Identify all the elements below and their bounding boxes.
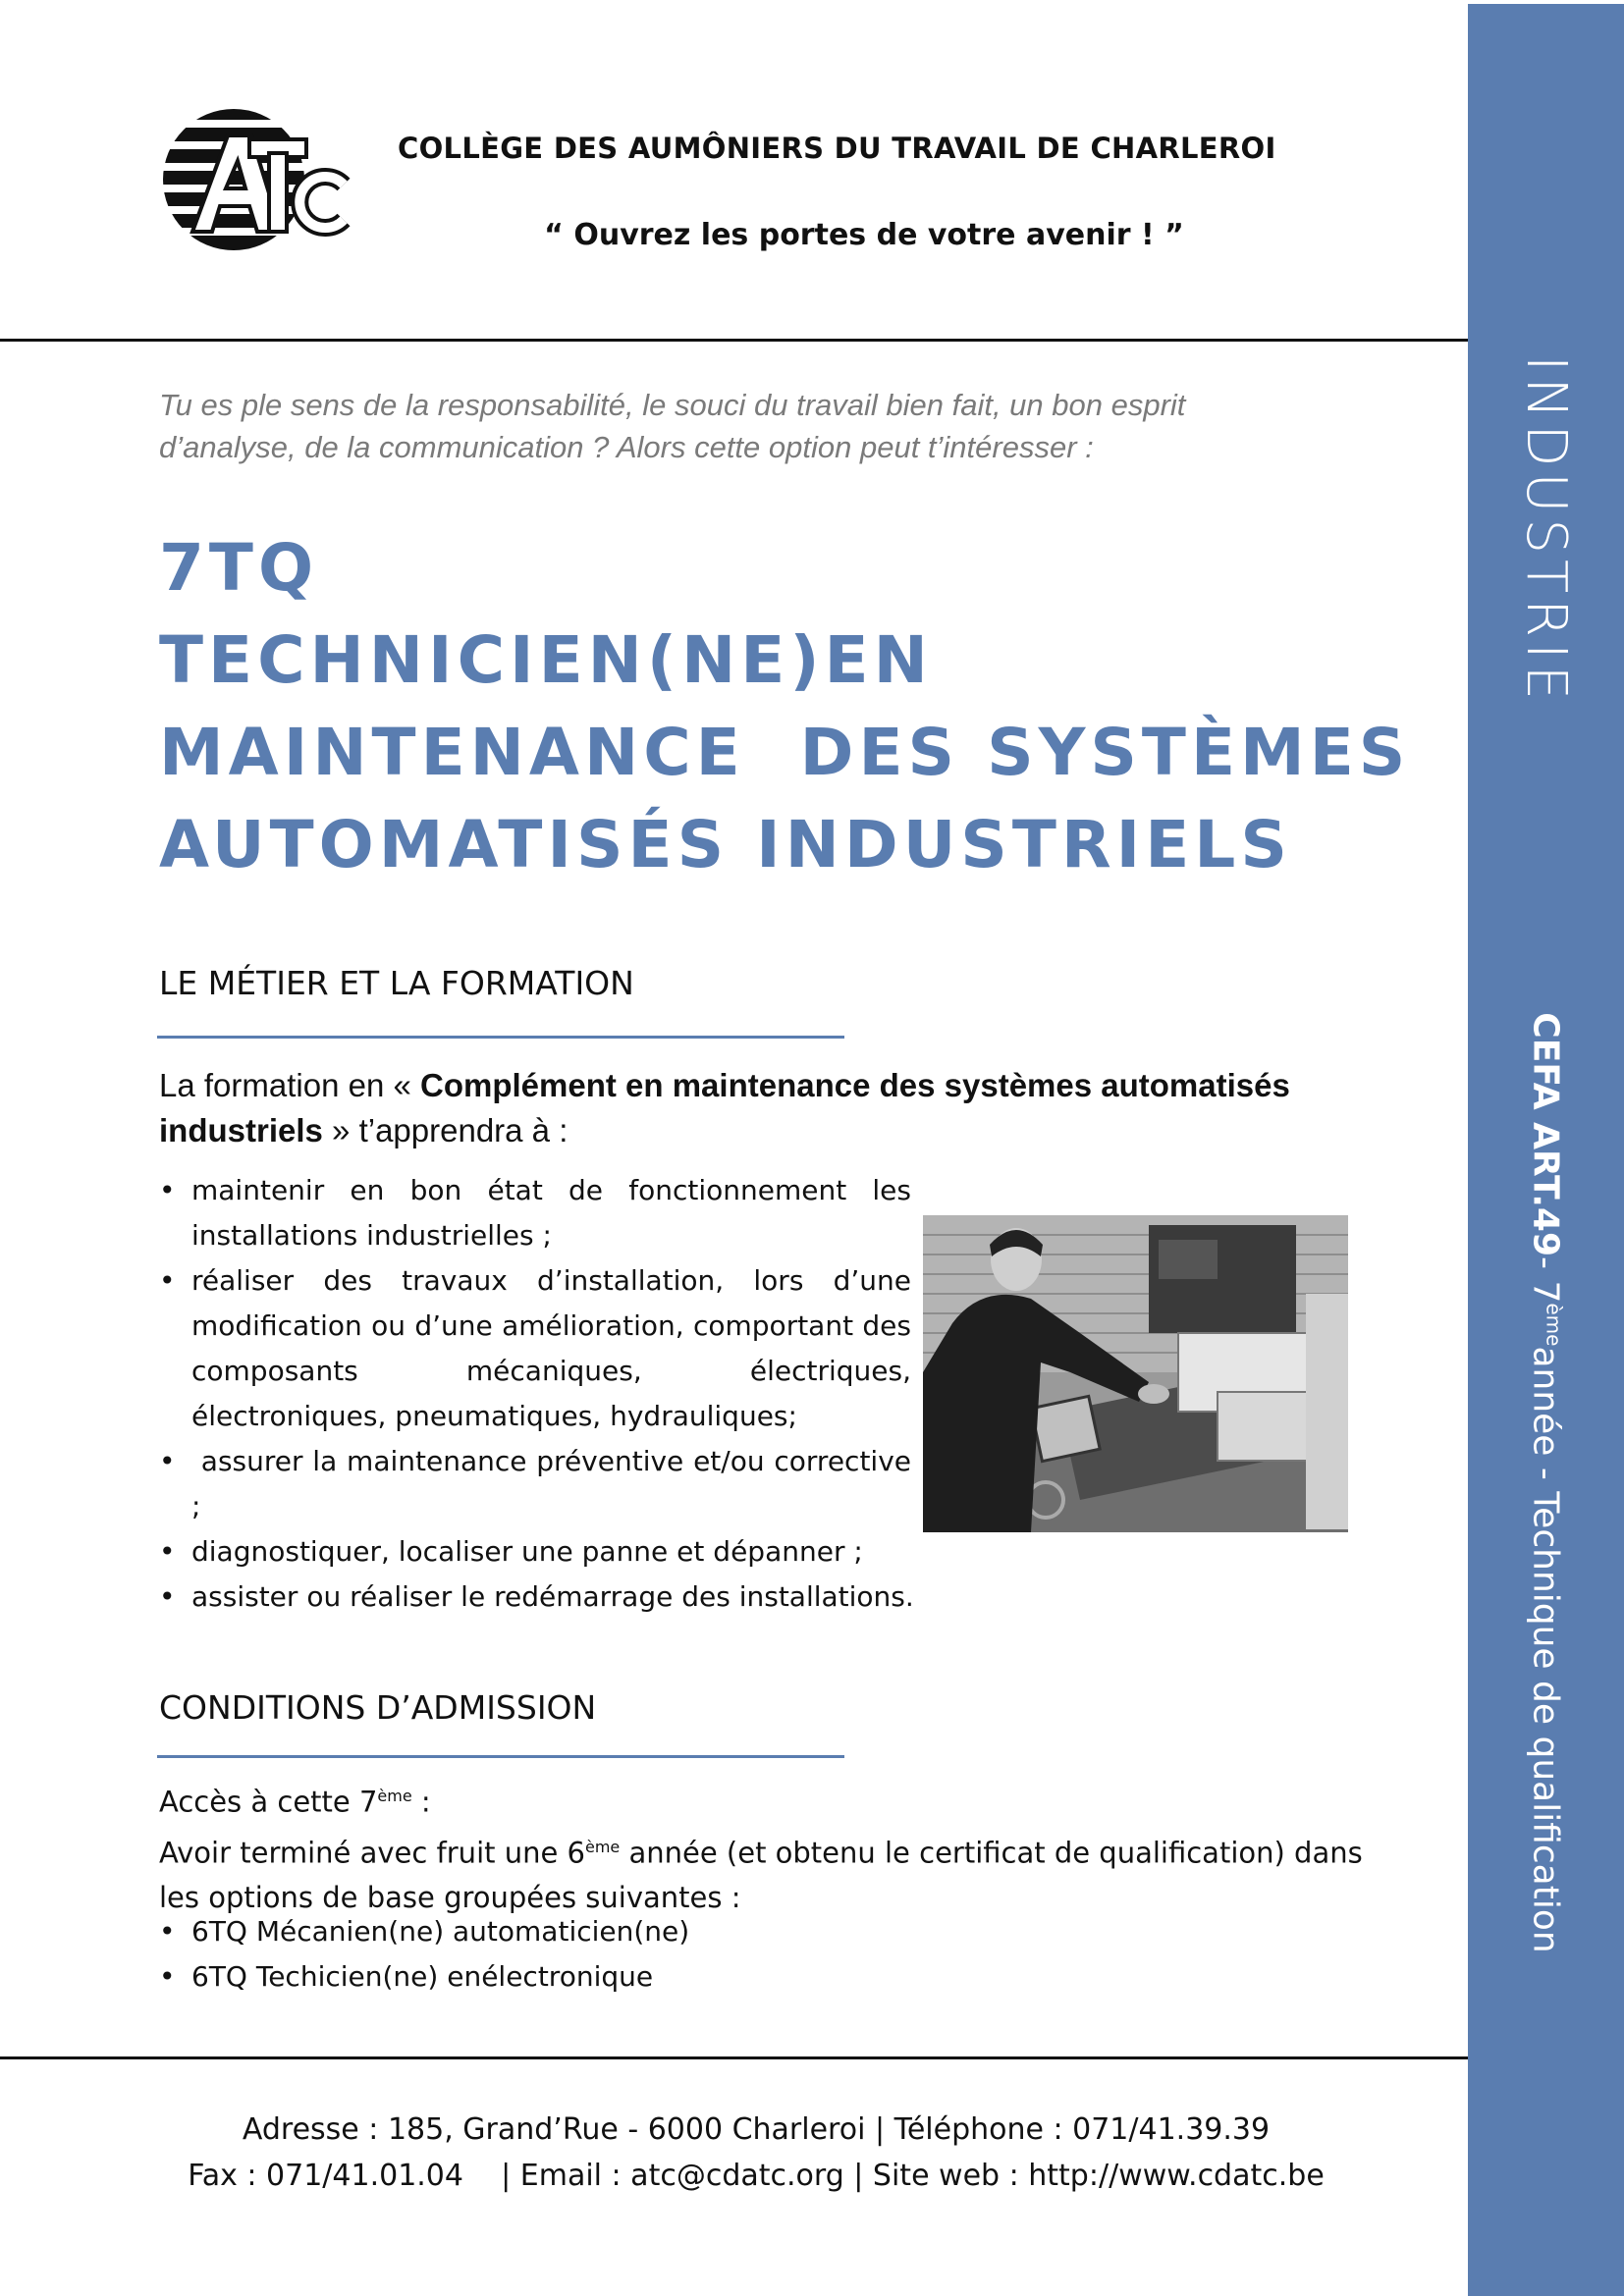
section-heading-metier: LE MÉTIER ET LA FORMATION xyxy=(159,964,634,1002)
section-divider-conditions xyxy=(157,1755,844,1758)
skills-list xyxy=(159,1168,920,1529)
formation-name: Complément en maintenance des systèmes automatisés industriels xyxy=(159,1067,1290,1148)
formation-suffix: » t’apprendra à : xyxy=(322,1112,568,1148)
admission-access-suffix: : xyxy=(411,1785,431,1819)
college-name: COLLÈGE DES AUMÔNIERS DU TRAVAIL DE CHARLEROI xyxy=(398,132,1276,165)
technician-photo xyxy=(923,1215,1348,1532)
footer-contact: Fax : 071/41.01.04 | Email : atc@cdatc.org | Site web : http://www.cdatc.be xyxy=(188,2159,1325,2193)
formation-intro xyxy=(159,1063,1367,1153)
admission-access xyxy=(159,1774,1386,1825)
formation-prefix: La formation en « xyxy=(159,1067,420,1103)
sidebar-separator: - 7 xyxy=(1526,1255,1567,1303)
sidebar-category xyxy=(1468,344,1624,717)
admission-text xyxy=(159,1774,1386,1920)
admission-options-list xyxy=(159,1909,1337,2000)
admission-access-ordinal: ème xyxy=(377,1787,412,1805)
skills-list-continued xyxy=(159,1529,1337,1620)
sidebar-program-label: année - Technique de qualification xyxy=(1526,1345,1567,1953)
list-item: • maintenir en bon état de fonctionnement les installations industrielles ; xyxy=(159,1168,911,1258)
title-line-3: MAINTENANCE DES SYSTÈMES xyxy=(159,715,1411,790)
admission-req-suffix: année (et obtenu le certificat de qualification) dans les options de base groupées suivantes : xyxy=(159,1836,1363,1915)
intro-text: Tu es ple sens de la responsabilité, le souci du travail bien fait, un bon esprit d’analyse, de la communication ? Alors cette option peut t’intéresser : xyxy=(159,388,1186,464)
section-divider-metier xyxy=(157,1036,844,1039)
sidebar-ordinal: ème xyxy=(1543,1302,1567,1346)
list-item: • réaliser des travaux d’installation, lors d’une modification ou d’une amélioration, comportant des composants mécaniques, électriques, électroniques, pneumatiques, hydrauliques; xyxy=(159,1258,911,1439)
list-item: • assister ou réaliser le redémarrage des installations. xyxy=(159,1575,1337,1620)
footer-address: Adresse : 185, Grand’Rue - 6000 Charleroi | Téléphone : 071/41.39.39 xyxy=(242,2112,1271,2147)
header-divider xyxy=(0,339,1468,342)
list-item: • assurer la maintenance préventive et/ou corrective ; xyxy=(159,1439,911,1529)
admission-requirement xyxy=(159,1825,1386,1921)
title-line-2: TECHNICIEN(NE)EN xyxy=(159,622,933,698)
title-line-1: 7TQ xyxy=(159,530,319,606)
section-heading-conditions: CONDITIONS D’ADMISSION xyxy=(159,1688,597,1727)
list-item: • 6TQ Techicien(ne) enélectronique xyxy=(159,1954,1337,2000)
page-title xyxy=(159,522,1465,891)
list-item: • diagnostiquer, localiser une panne et dépanner ; xyxy=(159,1529,1337,1575)
sidebar-cefa-label: CEFA ART.49 xyxy=(1526,1011,1567,1256)
title-line-4: AUTOMATISÉS INDUSTRIELS xyxy=(159,807,1292,882)
sidebar-category-label: INDUSTRIE xyxy=(1514,354,1579,706)
footer-divider xyxy=(0,2056,1468,2059)
admission-req-prefix: Avoir terminé avec fruit une 6 xyxy=(159,1836,585,1870)
admission-req-ordinal: ème xyxy=(584,1837,621,1856)
sidebar-program xyxy=(1468,937,1624,2027)
list-item: • 6TQ Mécanien(ne) automaticien(ne) xyxy=(159,1909,1337,1954)
admission-access-prefix: Accès à cette 7 xyxy=(159,1785,378,1819)
college-motto: “ Ouvrez les portes de votre avenir ! ” xyxy=(544,218,1184,252)
college-logo xyxy=(155,106,352,253)
